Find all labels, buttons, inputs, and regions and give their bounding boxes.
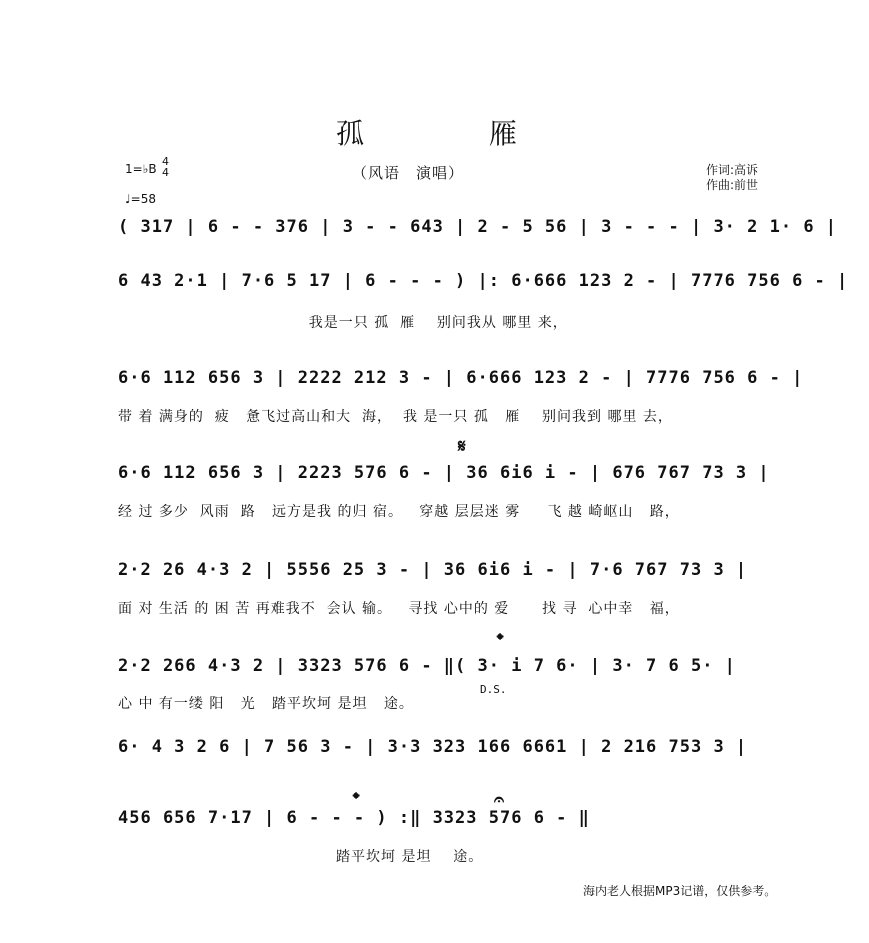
time-signature-bottom: 4 (162, 166, 169, 179)
score-row-6: 2·2 266 4·3 2 | 3323 576 6 - ‖( 3· i 7 6· | 3· 7 6 5· | (118, 656, 736, 676)
transcriber-note: 海内老人根据MP3记谱，仅供参考。 (583, 884, 777, 898)
credits (706, 163, 758, 193)
score-row-8: 456 656 7·17 | 6 - - - ) :‖ 3323 576 6 - ‖ (118, 808, 590, 828)
lyric-row-6: 心 中 有一缕 阳 光 踏平坎坷 是坦 途。 (118, 696, 414, 712)
tempo-marking: ♩=58 (125, 192, 156, 206)
lyric-row-4: 经 过 多少 风雨 路 远方是我 的归 宿。 穿越 层层迷 雾 飞 越 崎岖山 路， (118, 504, 680, 520)
performer-note: （风语 演唱） (352, 164, 465, 182)
score-row-4: 6·6 112 656 3 | 2223 576 6 - | 36 6i6 i - | 676 767 73 3 | (118, 463, 770, 483)
score-row-2: 6 43 2·1 | 7·6 5 17 | 6 - - - ) |: 6·666 123 2 - | 7776 756 6 - | (118, 271, 849, 291)
score-row-3: 6·6 112 656 3 | 2222 212 3 - | 6·666 123 2 - | 7776 756 6 - | (118, 368, 804, 388)
composer: 作曲:前世 (706, 178, 759, 192)
dal-segno-marking: D.S. (480, 683, 507, 696)
score-row-5: 2·2 26 4·3 2 | 5556 25 3 - | 36 6i6 i - | 7·6 767 73 3 | (118, 560, 748, 580)
song-title: 孤 雁 (336, 117, 575, 150)
segno-icon: 𝄋 (458, 436, 466, 457)
score-row-7: 6· 4 3 2 6 | 7 56 3 - | 3·3 323 166 6661 | 2 216 753 3 | (118, 737, 748, 757)
time-signature-top: 4 (162, 155, 169, 168)
lyric-row-8: 踏平坎坷 是坦 途。 (118, 849, 484, 865)
coda-icon: 𝄌 (497, 630, 504, 651)
lyric-row-2: 我是一只 孤 雁 别问我从 哪里 来， (118, 315, 568, 331)
lyric-row-5: 面 对 生活 的 困 苦 再难我不 会认 输。 寻找 心中的 爱 找 寻 心中幸 福， (118, 601, 680, 617)
key-signature: 1=♭B (125, 162, 157, 176)
lyricist: 作词:高诉 (706, 163, 759, 177)
coda-icon-2: 𝄌 (353, 789, 360, 810)
score-row-1: ( 317 | 6 - - 376 | 3 - - 643 | 2 - 5 56 | 3 - - - | 3· 2 1· 6 | (118, 217, 838, 237)
lyric-row-3: 带 着 满身的 疲 惫飞过高山和大 海， 我 是一只 孤 雁 别问我到 哪里 去， (118, 409, 673, 425)
fermata-icon: 𝄐 (494, 789, 505, 810)
time-signature (162, 156, 169, 178)
